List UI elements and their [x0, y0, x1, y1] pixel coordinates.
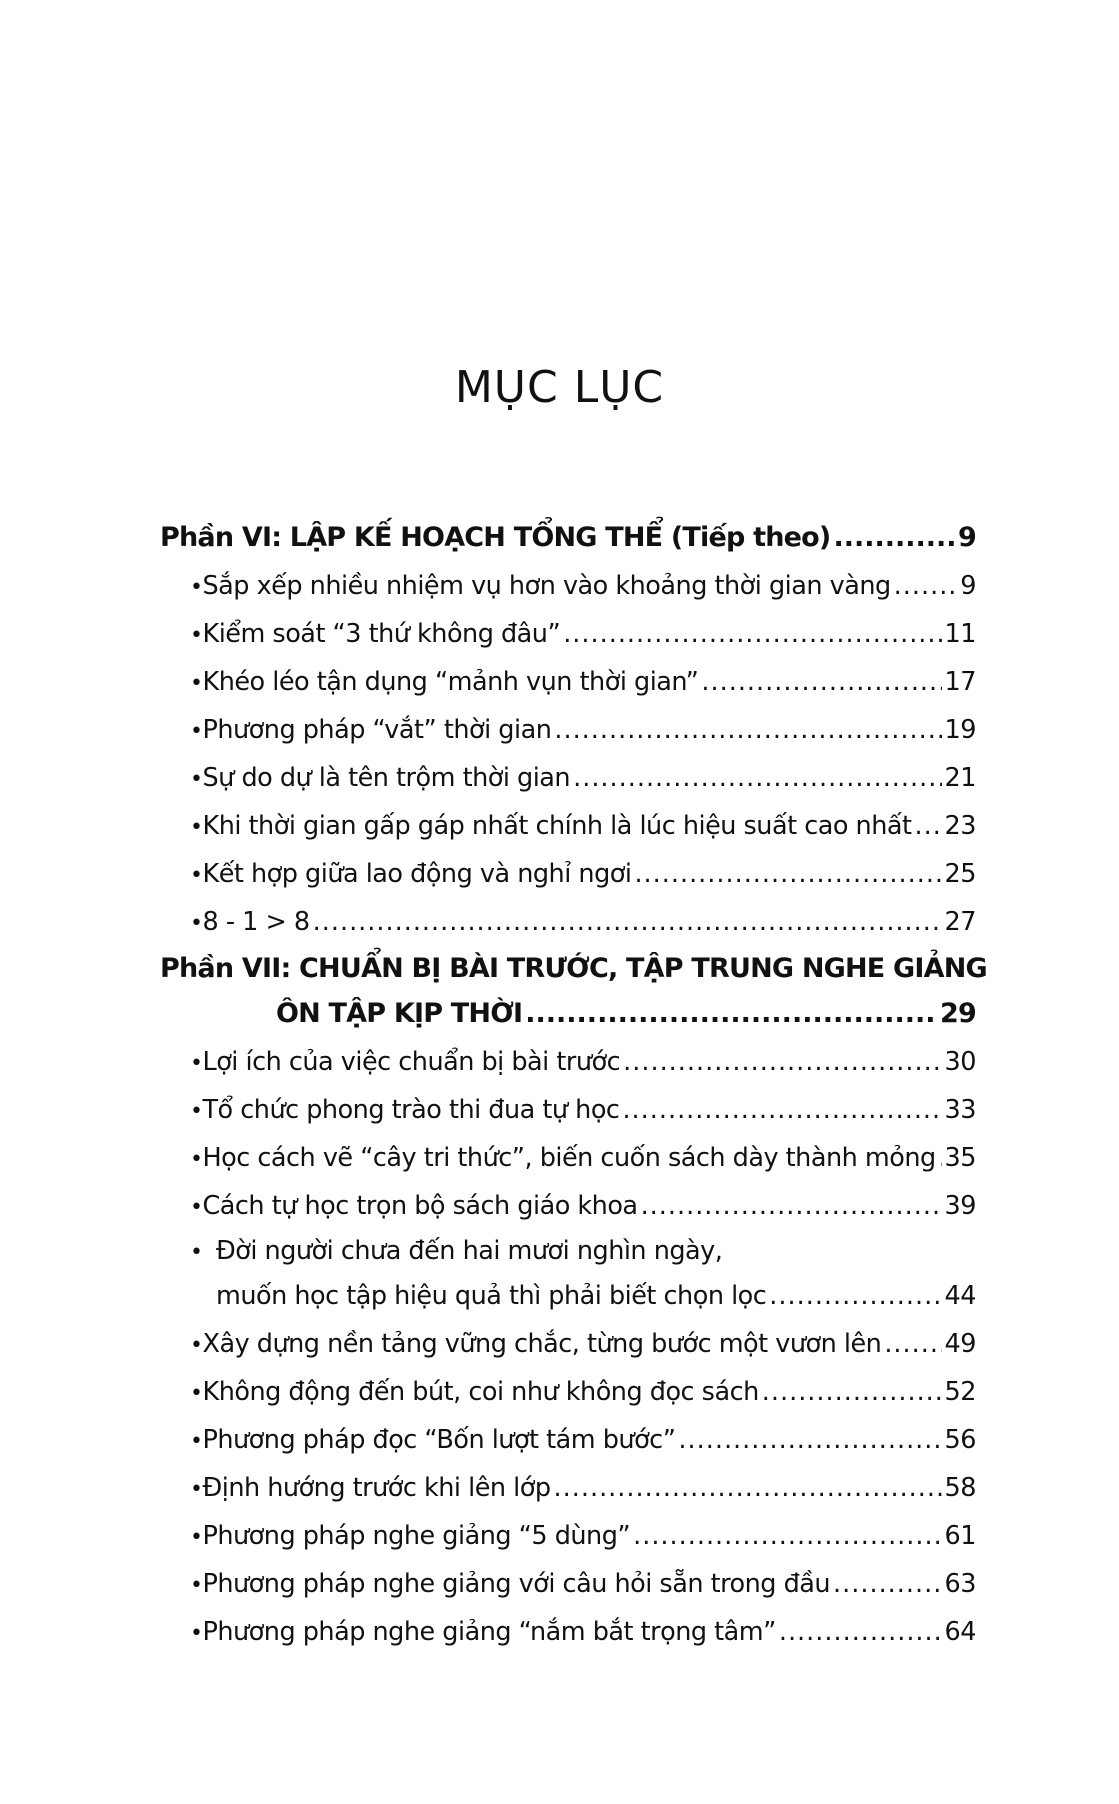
bullet-icon: • [190, 815, 203, 840]
page-number: 56 [944, 1425, 976, 1455]
page-number: 23 [944, 811, 976, 841]
page-number: 39 [944, 1191, 976, 1221]
part-title: Phần VI: LẬP KẾ HOẠCH TỔNG THỂ (Tiếp theo) [160, 522, 831, 553]
page-title: MỤC LỤC [454, 362, 665, 413]
toc-item[interactable] [160, 802, 976, 850]
item-title: Phương pháp nghe giảng với câu hỏi sẵn trong đầu [202, 1569, 831, 1599]
bullet-icon: • [190, 767, 203, 792]
page-number: 64 [944, 1617, 976, 1647]
dot-leader [573, 754, 941, 802]
toc-item[interactable] [160, 850, 976, 898]
item-title: Khéo léo tận dụng “mảnh vụn thời gian” [202, 667, 699, 697]
page-number: 30 [944, 1047, 976, 1077]
toc-item-continued[interactable] [160, 1272, 976, 1320]
bullet-icon: • [190, 623, 203, 648]
item-title: Sắp xếp nhiều nhiệm vụ hơn vào khoảng thời gian vàng [202, 571, 891, 601]
item-title: Xây dựng nền tảng vững chắc, từng bước một vươn lên [202, 1329, 882, 1359]
item-title-continued: muốn học tập hiệu quả thì phải biết chọn lọc [216, 1281, 767, 1311]
bullet-icon: • [190, 1573, 203, 1598]
page-number: 17 [944, 667, 976, 697]
bullet-icon: • [190, 1147, 203, 1172]
dot-leader [633, 1512, 941, 1560]
toc-item[interactable] [160, 1038, 976, 1086]
bullet-icon: • [190, 1240, 203, 1265]
page-number: 44 [944, 1281, 976, 1311]
toc-item[interactable] [160, 610, 976, 658]
toc-item[interactable] [160, 1368, 976, 1416]
toc-item[interactable] [160, 1560, 976, 1608]
toc-item[interactable] [160, 562, 976, 610]
table-of-contents [160, 514, 987, 1656]
page-number: 19 [944, 715, 976, 745]
dot-leader [769, 1272, 941, 1320]
item-title: Lợi ích của việc chuẩn bị bài trước [202, 1047, 621, 1077]
toc-item[interactable] [160, 1512, 976, 1560]
part-title-continued: ÔN TẬP KỊP THỜI [276, 998, 523, 1029]
page-number: 52 [944, 1377, 976, 1407]
item-title: Phương pháp đọc “Bốn lượt tám bước” [202, 1425, 676, 1455]
bullet-icon: • [190, 911, 203, 936]
bullet-icon: • [190, 671, 203, 696]
toc-item[interactable] [160, 1416, 976, 1464]
page-number: 29 [940, 998, 976, 1029]
toc-item[interactable] [160, 1608, 976, 1656]
dot-leader [622, 1086, 941, 1134]
toc-item[interactable] [160, 898, 976, 946]
dot-leader [894, 562, 955, 610]
toc-part-7-title-line[interactable]: Phần VII: CHUẨN BỊ BÀI TRƯỚC, TẬP TRUNG NGHE GIẢNG [160, 953, 987, 984]
bullet-icon: • [190, 1525, 203, 1550]
dot-leader [915, 802, 942, 850]
toc-item[interactable] [160, 1182, 976, 1230]
bullet-icon: • [190, 1477, 203, 1502]
bullet-icon: • [190, 1429, 203, 1454]
page-number: 35 [944, 1143, 976, 1173]
item-title: Không động đến bút, coi như không đọc sách [202, 1377, 759, 1407]
page-number: 21 [944, 763, 976, 793]
dot-leader [701, 658, 941, 706]
page-number: 25 [944, 859, 976, 889]
dot-leader [762, 1368, 942, 1416]
dot-leader [833, 1560, 942, 1608]
bullet-icon: • [190, 1381, 203, 1406]
toc-item[interactable] [160, 1464, 976, 1512]
item-title: Kiểm soát “3 thứ không đâu” [202, 619, 561, 649]
page-number: 11 [944, 619, 976, 649]
item-title: Định hướng trước khi lên lớp [202, 1473, 551, 1503]
page-number: 9 [960, 571, 976, 601]
page-number: 9 [958, 522, 976, 553]
item-title: Phương pháp nghe giảng “nắm bắt trọng tâm” [202, 1617, 776, 1647]
item-title: Tổ chức phong trào thi đua tự học [202, 1095, 620, 1125]
item-title: Khi thời gian gấp gáp nhất chính là lúc hiệu suất cao nhất [202, 811, 912, 841]
dot-leader [623, 1038, 941, 1086]
toc-part-6[interactable] [160, 514, 976, 562]
dot-leader [525, 990, 937, 1038]
dot-leader [563, 610, 941, 658]
item-title: Sự do dự là tên trộm thời gian [202, 763, 571, 793]
dot-leader [641, 1182, 942, 1230]
bullet-icon: • [190, 1099, 203, 1124]
dot-leader [634, 850, 941, 898]
item-title: Kết hợp giữa lao động và nghỉ ngơi [202, 859, 632, 889]
dot-leader [833, 514, 955, 562]
toc-item[interactable] [160, 1230, 976, 1272]
dot-leader [554, 1464, 942, 1512]
bullet-icon: • [190, 1333, 203, 1358]
toc-item[interactable] [160, 658, 976, 706]
item-title: Học cách vẽ “cây tri thức”, biến cuốn sách dày thành mỏng [202, 1143, 936, 1173]
toc-part-7[interactable] [160, 990, 976, 1038]
item-title: 8 - 1 > 8 [202, 907, 310, 937]
page-number: 33 [944, 1095, 976, 1125]
page-number: 63 [944, 1569, 976, 1599]
toc-item[interactable] [160, 706, 976, 754]
toc-item[interactable] [160, 754, 976, 802]
bullet-icon: • [190, 863, 203, 888]
page-number: 58 [944, 1473, 976, 1503]
item-title: Cách tự học trọn bộ sách giáo khoa [202, 1191, 638, 1221]
item-title: Phương pháp “vắt” thời gian [202, 715, 552, 745]
item-title: Đời người chưa đến hai mươi nghìn ngày, [216, 1236, 723, 1266]
dot-leader [939, 1134, 942, 1182]
toc-item[interactable] [160, 1320, 976, 1368]
page-number: 49 [944, 1329, 976, 1359]
toc-item[interactable] [160, 1086, 976, 1134]
bullet-icon: • [190, 719, 203, 744]
bullet-icon: • [190, 1051, 203, 1076]
toc-item[interactable] [160, 1134, 976, 1182]
page-number: 61 [944, 1521, 976, 1551]
dot-leader [554, 706, 941, 754]
bullet-icon: • [190, 1621, 203, 1646]
dot-leader [884, 1320, 941, 1368]
bullet-icon: • [190, 575, 203, 600]
page-number: 27 [944, 907, 976, 937]
dot-leader [313, 898, 942, 946]
dot-leader [779, 1608, 942, 1656]
bullet-icon: • [190, 1195, 203, 1220]
item-title: Phương pháp nghe giảng “5 dùng” [202, 1521, 631, 1551]
dot-leader [678, 1416, 941, 1464]
